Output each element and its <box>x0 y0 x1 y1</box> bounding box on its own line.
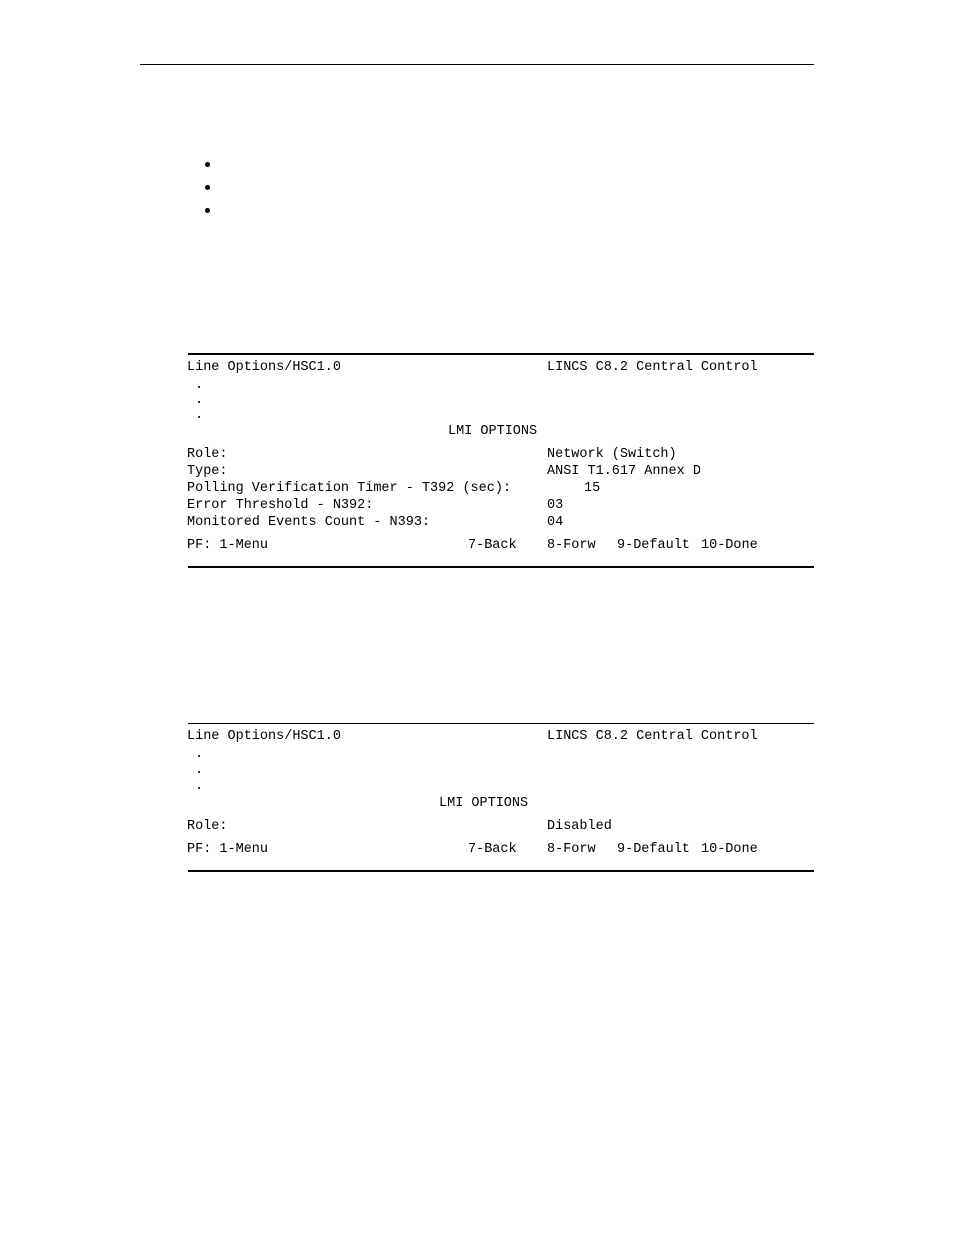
ellipsis-dot: . <box>195 393 204 408</box>
pf-forw-key[interactable]: 8-Forw <box>547 538 596 553</box>
screen-header-left: Line Options/HSC1.0 <box>187 360 341 375</box>
screen-title: LMI OPTIONS <box>439 796 529 811</box>
bullet-3 <box>205 208 210 213</box>
type-label: Type: <box>187 464 228 479</box>
n393-label: Monitored Events Count - N393: <box>187 515 431 530</box>
pf-default-key[interactable]: 9-Default <box>617 538 690 553</box>
role-value[interactable]: Network (Switch) <box>547 447 677 462</box>
screen-top-rule <box>188 723 814 724</box>
ellipsis-dot: . <box>195 747 204 762</box>
screen-bottom-rule <box>188 870 814 872</box>
ellipsis-dot: . <box>195 763 204 778</box>
screen-bottom-rule <box>188 566 814 568</box>
ellipsis-dot: . <box>195 408 204 423</box>
screen-header-left: Line Options/HSC1.0 <box>187 729 341 744</box>
pf-done-key[interactable]: 10-Done <box>701 842 758 857</box>
bullet-1 <box>205 162 210 167</box>
role-label: Role: <box>187 819 228 834</box>
n393-value[interactable]: 04 <box>547 515 564 530</box>
bullet-2 <box>205 185 210 190</box>
t392-value[interactable]: 15 <box>584 481 601 496</box>
pf-back-key[interactable]: 7-Back <box>468 538 517 553</box>
screen-header-right: LINCS C8.2 Central Control <box>547 729 758 744</box>
screen-title: LMI OPTIONS <box>448 424 538 439</box>
role-value[interactable]: Disabled <box>547 819 612 834</box>
pf-default-key[interactable]: 9-Default <box>617 842 690 857</box>
screen-header-right: LINCS C8.2 Central Control <box>547 360 758 375</box>
ellipsis-dot: . <box>195 378 204 393</box>
n392-value[interactable]: 03 <box>547 498 564 513</box>
lmi-options-screen-disabled <box>187 723 814 875</box>
ellipsis-dot: . <box>195 779 204 794</box>
type-value[interactable]: ANSI T1.617 Annex D <box>547 464 701 479</box>
screen-top-rule <box>188 353 814 355</box>
t392-label: Polling Verification Timer - T392 (sec): <box>187 481 512 496</box>
pf-done-key[interactable]: 10-Done <box>701 538 758 553</box>
pf-menu-key[interactable]: PF: 1-Menu <box>187 538 269 553</box>
page-header-rule <box>140 64 814 65</box>
pf-menu-key[interactable]: PF: 1-Menu <box>187 842 269 857</box>
n392-label: Error Threshold - N392: <box>187 498 374 513</box>
role-label: Role: <box>187 447 228 462</box>
pf-forw-key[interactable]: 8-Forw <box>547 842 596 857</box>
lmi-options-screen-network <box>187 353 814 569</box>
pf-back-key[interactable]: 7-Back <box>468 842 517 857</box>
